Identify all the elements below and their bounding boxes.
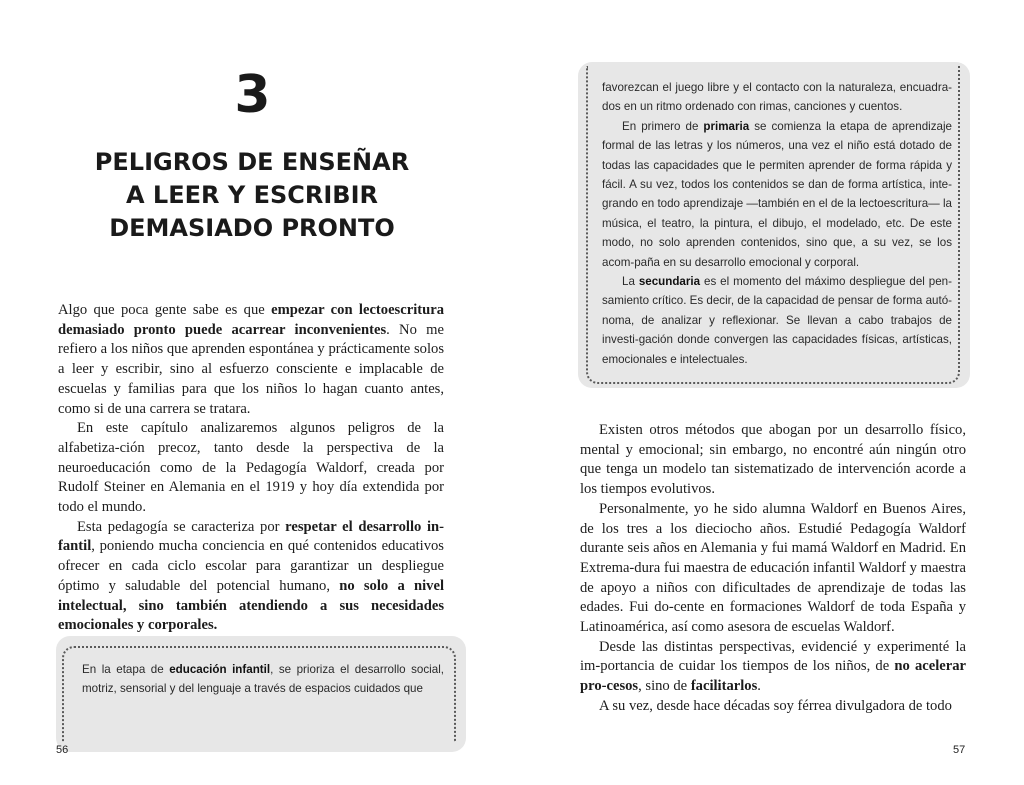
chapter-title-line: DEMASIADO PRONTO [109,214,395,242]
text-run: Esta pedagogía se caracteriza por [77,518,286,535]
box-paragraph [602,272,952,369]
body-paragraph [580,421,966,500]
text-run: En primero de [622,119,704,133]
text-run: . No me refiero a los niños que aprenden espontánea y prácticamente solos a leer y escribir, sino al esfuerzo consciente e implacable de escuelas y familias para que los niños lo hagan cuanto antes, como si de una carrera se tratara. [58,321,444,417]
right-body-text [580,421,966,717]
text-run-bold: facilitarlos [690,678,758,695]
text-run: es el momento del máximo despliegue del pen-samiento crítico. Es decir, de la capacidad de pensar de forma autó-noma, de analizar y reflexionar. Se llevan a cabo trabajos de investi-gación donde convergen las capacidades físicas, artísticas, emocionales e intelectuales. [602,275,952,366]
text-run: A su vez, desde hace décadas soy férrea divulgadora de todo [599,697,952,714]
page-number-right: 57 [953,744,966,756]
body-paragraph [580,638,966,697]
text-run-bold: no solo a nivel intelectual, sino también atendiendo a sus necesidades emocionales y corporales. [58,577,444,634]
text-run: Personalmente, yo he sido alumna Waldorf en Buenos Aires, de los tres a los dieciocho años. Estudié Pedagogía Waldorf durante seis años en Alemania y fui mamá Waldorf en Madrid. En Extrema-dura fui maestra de educación infantil Waldorf y maestra de apoyo a niños con dificultades de aprendizaje de todas las edades. Fui do-cente en formaciones Waldorf de toda España y Latinoamérica, así como asesora de escuelas Waldorf. [580,500,966,636]
chapter-title-line: PELIGROS DE ENSEÑAR [94,148,410,176]
box-text [82,660,444,699]
text-run-bold: secundaria [638,275,701,289]
text-run: , poniendo mucha conciencia en qué contenidos educativos ofrecer en cada ciclo escolar para garantizar un despliegue óptimo y saludable del potencial humano, [58,538,444,594]
text-run: . [757,678,761,695]
text-run: favorezcan el juego libre y el contacto con la naturaleza, encuadra-dos en un ritmo ordenado con rimas, canciones y cuentos. [602,81,952,114]
box-paragraph [602,117,952,272]
box-paragraph [602,78,952,117]
text-run-bold: educación infantil [169,663,271,676]
box-paragraph [82,660,444,699]
chapter-title [52,146,452,245]
text-run-bold: empezar con lectoescritura demasiado pronto puede acarrear inconvenientes [58,302,444,338]
chapter-number: 3 [234,65,270,125]
text-run-bold: respetar el desarrollo in-fantil [58,518,445,555]
chapter-title-line: A LEER Y ESCRIBIR [126,181,378,209]
page-number-left: 56 [56,744,69,756]
body-paragraph [58,301,444,419]
text-run: En la etapa de [82,663,170,676]
text-run: Desde las distintas perspectivas, evidencié y experimenté la im-portancia de cuidar los tiempos de los niños, de [580,638,966,675]
body-paragraph [580,697,966,717]
text-run: se comienza la etapa de aprendizaje formal de las letras y los números, una vez el niño está dotado de todas las capacidades que le permiten aprender de forma rápida y fácil. A su vez, todos los contenidos se dan de forma artística, inte-grando en todo aprendizaje —también en el de la lectoescritura— la música, el teatro, la pintura, el dibujo, el modelado, etc. De este modo, no solo aprenden contenidos, sino que, a su vez, se los acom-paña en su desarrollo emocional y corporal. [602,119,952,269]
box-text [602,78,952,369]
body-paragraph [580,500,966,638]
text-run: En este capítulo analizaremos algunos peligros de la alfabetiza-ción precoz, tanto desde la perspectiva de la neuroeducación como de la Pedagogía Waldorf, creada por Rudolf Steiner en Alemania en el 1919 y hoy día extendida por todo el mundo. [58,420,444,516]
text-run-bold: primaria [703,119,750,133]
left-body-text [58,301,444,636]
text-run: , sino de [638,678,691,695]
text-run: La [622,275,639,289]
text-run: , se prioriza el desarrollo social, motriz, sensorial y del lenguaje a través de espacios cuidados que [82,663,444,696]
sidebar-box-primaria-secundaria [578,62,970,388]
body-paragraph [58,419,444,518]
body-paragraph [58,518,444,636]
sidebar-box-infantil [56,636,466,752]
text-run: Existen otros métodos que abogan por un desarrollo físico, mental y emocional; sin embargo, no encontré aún ningún otro que tenga un modelo tan sistematizado de intervención acorde a los tiempos evolutivos. [580,422,966,498]
text-run-bold: no acelerar pro-cesos [580,658,966,695]
text-run: Algo que poca gente sabe es que [58,302,272,318]
